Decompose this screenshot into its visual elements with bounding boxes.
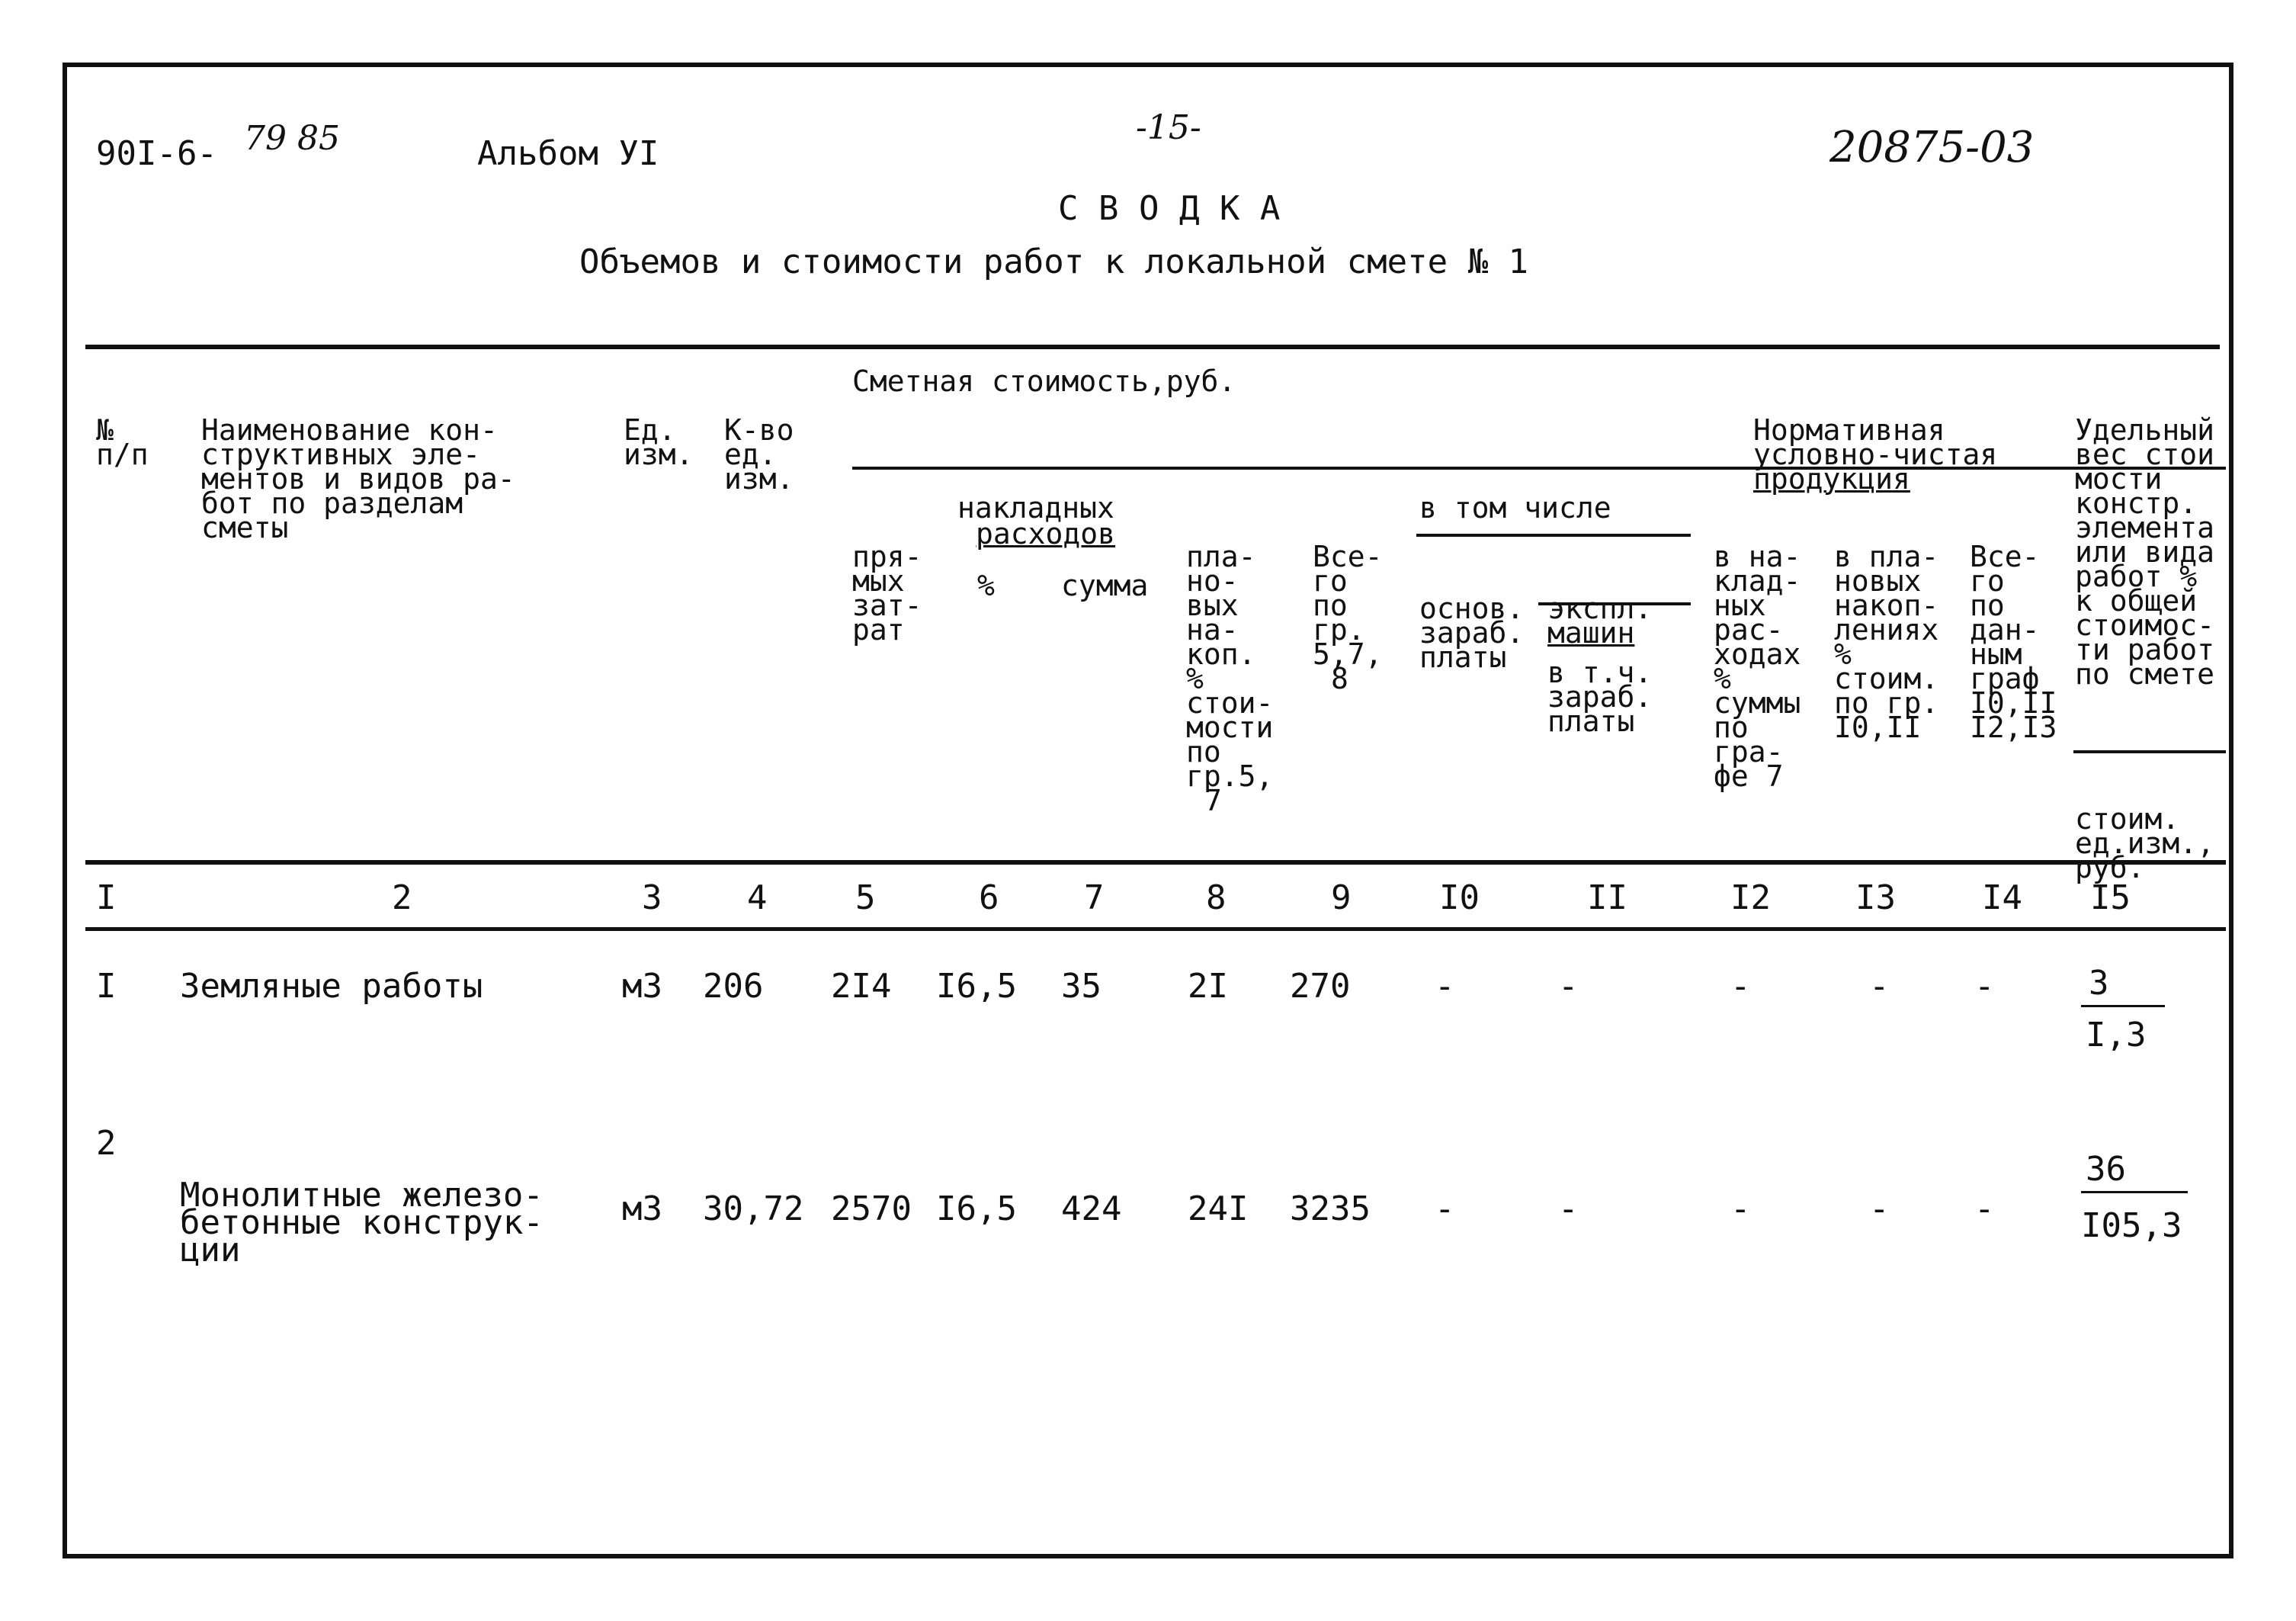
row-share: 3: [2089, 964, 2109, 1003]
hdr-norm-total: Все- го по дан- ным граф I0,II I2,I3: [1970, 540, 2057, 744]
table-top-rule: [85, 345, 2220, 349]
hdr-unit: Ед. изм.: [624, 413, 694, 471]
colnum-1: I: [96, 878, 117, 917]
row-unit: м3: [622, 1189, 662, 1228]
row-unit-cost: I05,3: [2081, 1206, 2182, 1245]
page-frame: [63, 63, 2233, 1558]
row-number: 2: [96, 1124, 117, 1163]
hdr-norm-overhead: в на- клад- ных рас- ходах % суммы по гра- фе 7: [1714, 540, 1801, 793]
row-c10: -: [1435, 967, 1455, 1006]
row-number: I: [96, 967, 117, 1006]
hdr-overhead: накладных: [957, 491, 1114, 525]
colnum-5: 5: [855, 878, 876, 917]
share-fraction-bar: [2081, 1191, 2188, 1193]
row-direct: 2570: [831, 1189, 912, 1228]
row-c14: -: [1974, 1189, 1995, 1228]
hdr-plan: пла- но- вых на- коп. % стои- мости по гр.5, 7: [1186, 540, 1274, 817]
row-qty: 206: [703, 967, 764, 1006]
colnum-14: I4: [1982, 878, 2022, 917]
header-bottom-rule: [85, 860, 2226, 865]
row-name: Монолитные железо- бетонные конструк- ции: [180, 1176, 544, 1270]
row-pct: I6,5: [936, 1189, 1017, 1228]
hdr-pct: %: [977, 569, 995, 602]
colnum-8: 8: [1206, 878, 1227, 917]
row-c13: -: [1869, 967, 1890, 1006]
hdr-num: № п/п: [96, 413, 149, 471]
hdr-incl: в том числе: [1419, 491, 1611, 525]
colnum-bottom-rule: [85, 927, 2226, 931]
colnum-9: 9: [1331, 878, 1352, 917]
page-number: -15-: [1136, 108, 1201, 147]
row-name: Земляные работы: [180, 967, 483, 1006]
row-c13: -: [1869, 1189, 1890, 1228]
row-plan: 2I: [1188, 967, 1228, 1006]
colnum-15: I5: [2090, 878, 2131, 917]
row-plan: 24I: [1188, 1189, 1249, 1228]
row-total: 270: [1290, 967, 1351, 1006]
row-c12: -: [1730, 967, 1751, 1006]
row-c12: -: [1730, 1189, 1751, 1228]
hdr-norm-group: Нормативная условно-чистая продукция: [1753, 413, 1998, 496]
hdr-share: Удельный вес стои мости констр. элемента или вида работ % к общей стоимос- ти работ по смете: [2075, 413, 2215, 691]
hdr-sum: сумма: [1061, 569, 1149, 602]
row-direct: 2I4: [831, 967, 892, 1006]
row-c11: -: [1558, 1189, 1579, 1228]
colnum-7: 7: [1084, 878, 1105, 917]
colnum-12: I2: [1730, 878, 1771, 917]
hdr-qty: К-во ед. изм.: [724, 413, 794, 496]
row-sum: 424: [1061, 1189, 1122, 1228]
row-c11: -: [1558, 967, 1579, 1006]
row-pct: I6,5: [936, 967, 1017, 1006]
hdr-machines-wages: в т.ч. зараб. платы: [1547, 656, 1653, 738]
hdr-unit-cost: стоим. ед.изм., руб.: [2075, 802, 2215, 884]
colnum-11: II: [1587, 878, 1627, 917]
hdr-cost-group: Сметная стоимость,руб.: [852, 364, 1236, 398]
row-c10: -: [1435, 1189, 1455, 1228]
album-label: Альбом УI: [477, 134, 659, 173]
hdr-total: Все- го по гр. 5,7, 8: [1313, 540, 1383, 695]
colnum-4: 4: [747, 878, 768, 917]
document-number: 20875-03: [1829, 123, 2035, 172]
code-prefix: 90I-6-: [96, 134, 217, 173]
colnum-3: 3: [642, 878, 662, 917]
doc-title: С В О Д К А: [1058, 189, 1281, 228]
share-fraction-bar: [2081, 1005, 2165, 1007]
hdr-machines: экспл. машин: [1547, 592, 1653, 650]
colnum-10: I0: [1439, 878, 1480, 917]
c15-rule: [2073, 750, 2226, 753]
doc-subtitle: Объемов и стоимости работ к локальной смете № 1: [579, 242, 1529, 281]
hdr-name: Наименование кон- структивных эле- ментов и видов ра- бот по разделам сметы: [201, 413, 515, 544]
colnum-2: 2: [392, 878, 412, 917]
row-c14: -: [1974, 967, 1995, 1006]
hdr-norm-plan: в пла- новых накоп- лениях % стоим. по гр. I0,II: [1834, 540, 1939, 744]
row-total: 3235: [1290, 1189, 1371, 1228]
code-handwritten: 79 85: [244, 119, 340, 158]
hdr-direct: пря- мых зат- рат: [852, 540, 922, 647]
hdr-overhead-2: расходов: [976, 517, 1116, 550]
row-unit: м3: [622, 967, 662, 1006]
colnum-6: 6: [979, 878, 999, 917]
colnum-13: I3: [1855, 878, 1896, 917]
row-share: 36: [2086, 1150, 2126, 1189]
hdr-wages: основ. зараб. платы: [1419, 592, 1525, 674]
row-sum: 35: [1061, 967, 1102, 1006]
incl-rule: [1416, 534, 1691, 537]
row-unit-cost: I,3: [2086, 1016, 2147, 1054]
row-qty: 30,72: [703, 1189, 804, 1228]
